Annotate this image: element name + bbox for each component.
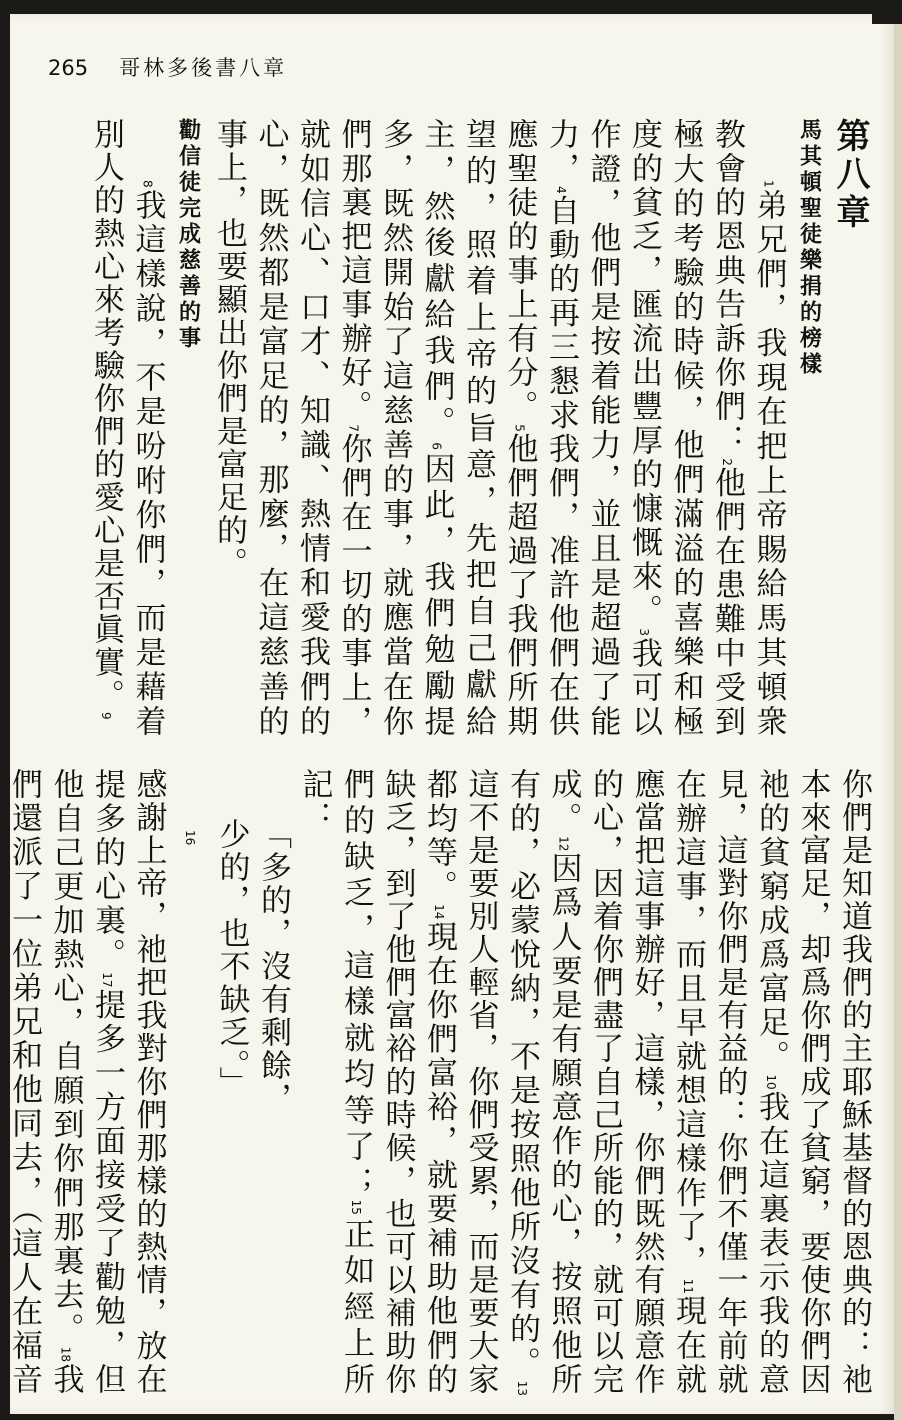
paragraph — [85, 118, 168, 738]
text-block-bottom — [6, 768, 874, 1397]
paragraph — [208, 118, 789, 738]
verse-number: 4 — [554, 186, 568, 194]
verse-number: 8 — [140, 180, 155, 188]
verse-text: 你們是知道我們的主耶穌基督的恩典的：祂本來富足，却爲你們成了貧窮，要使你們因祂的貧窮成爲富足。 — [753, 768, 872, 1396]
running-header — [48, 52, 287, 82]
verse-text: 提多一方面接受了勸勉，但他自己更加熱心，自願到你們那裏去。 — [47, 768, 125, 1397]
verse-text: 自動的再三懇求我們，准許他們在供應聖徒的事上有分。 — [501, 118, 579, 739]
verse-text: 因此，我們勉勵提多，既然開始了這慈善的事，就應當在你們那裏把這事辦好。 — [335, 118, 455, 739]
running-title: 哥林多後書八章 — [119, 56, 288, 80]
verse-number: 16 — [183, 830, 197, 846]
verse-text: 我們還派了一位弟兄和他同去，（這人在福音 — [6, 768, 84, 1397]
verse-number: 11 — [681, 1278, 695, 1294]
verse-text: 因爲人要是有願意作的心，按照他所有的，必蒙悅納，不是按照他所沒有的。 — [504, 768, 582, 1397]
verse-text: 現在就應當把這事辦好，這樣，你們既然有願意作的心，因着你們盡了自己所能的，就可以完成。 — [545, 768, 706, 1397]
verse-number: 14 — [432, 904, 446, 920]
chapter-title: 第八章 — [830, 118, 870, 232]
verse-text: 你們在一切的事上，就如信心、口才、知識、熱情和愛我們的心，既然都是富足的，那麼，在這慈善的事上，也要顯出你們是富足的。 — [211, 118, 372, 739]
verse-number: 18 — [58, 1346, 73, 1362]
section-heading-1: 馬其頓聖徒樂捐的榜樣 — [796, 118, 822, 378]
verse-number: 6 — [429, 442, 444, 450]
verse-number: 17 — [100, 972, 114, 988]
verse-number: 3 — [637, 628, 651, 636]
verse-text: 他們超過了我們所期望的，照着上帝的旨意，先把自己獻給主，然後獻給我們。 — [418, 118, 538, 739]
verse-text: 我這樣說，不是吩咐你們，而是藉着別人的熱心來考驗你們的愛心是否眞實。 — [88, 118, 166, 738]
quote-line: 少的，也不缺乏。」 — [213, 817, 250, 1100]
verse-number: 9 — [99, 712, 113, 720]
quote-line: 「多的，沒有剩餘， — [255, 817, 291, 1115]
verse-text: 我可以作證，他們是按着能力，並且是超過了能力， — [543, 118, 662, 739]
page-edge — [894, 0, 902, 1420]
page-number: 265 — [48, 56, 89, 80]
verse-text: 正如經上所記： — [296, 768, 374, 1397]
verse-number: 5 — [512, 424, 527, 432]
verse-text: 我在這裏表示我的意見，這對你們是有益的：你們不僅一年前就在辦這事，而且早就想這樣作了， — [670, 768, 789, 1397]
section-heading-2: 勸信徒完成慈善的事 — [175, 118, 201, 352]
verse-text: 現在你們富裕，就要補助他們的缺乏，到了他們富裕的時候，也可以補助你們的缺乏，這樣就均等了； — [338, 768, 457, 1397]
paragraph — [293, 768, 874, 1396]
verse-text: 感謝上帝，祂把我對你們那樣的熱情，放在提多的心裏。 — [89, 768, 167, 1396]
paragraph — [0, 768, 169, 1396]
verse-text: 他們在患難中受到極大的考驗的時候，他們滿溢的喜樂和極度的貧乏，匯流出豐厚的慷慨來。 — [626, 118, 745, 739]
verse-text: 弟兄們，我現在把上帝賜給馬其頓衆教會的恩典告訴你們： — [709, 118, 787, 738]
verse-number: 12 — [556, 836, 571, 852]
paragraph — [169, 768, 211, 1396]
text-block-top — [48, 118, 870, 738]
verse-number: 15 — [349, 1199, 363, 1215]
verse-text: 這不是要別人輕省，你們受累，而是要大家都均等。 — [421, 768, 499, 1396]
verse-number: 7 — [346, 424, 361, 432]
scan-corner — [872, 0, 902, 24]
verse-number: 10 — [764, 1074, 778, 1090]
verse-number: 2 — [720, 458, 734, 466]
verse-number: 1 — [761, 180, 776, 188]
verse-number: 13 — [515, 1380, 529, 1396]
